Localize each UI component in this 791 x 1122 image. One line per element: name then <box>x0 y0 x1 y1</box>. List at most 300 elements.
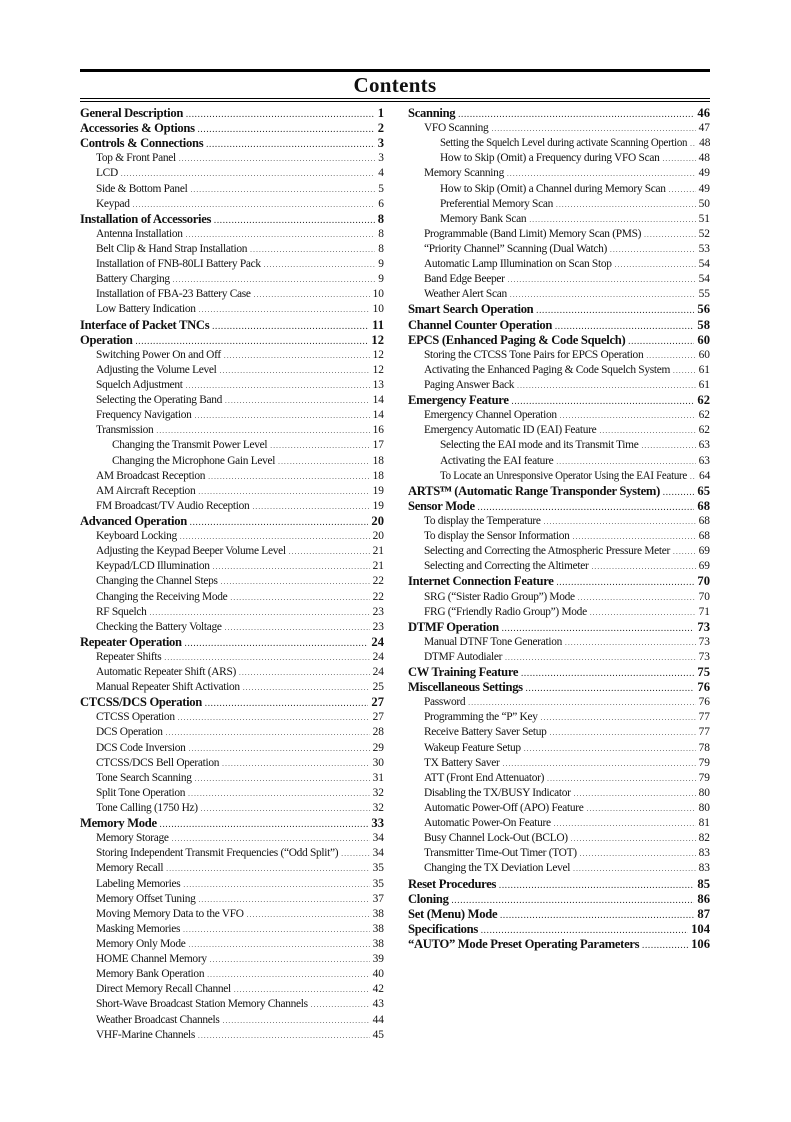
toc-subsection-entry[interactable] <box>408 816 710 831</box>
toc-subsection-entry[interactable] <box>80 484 384 499</box>
toc-subsection-entry[interactable] <box>80 166 384 181</box>
toc-dot-leader <box>521 667 694 682</box>
toc-page-number: 5 <box>378 182 384 195</box>
toc-page-number: 69 <box>698 560 710 573</box>
toc-page-number: 80 <box>698 786 710 799</box>
toc-dot-leader <box>208 470 369 485</box>
toc-subsection-entry[interactable] <box>80 151 384 166</box>
toc-subsection-entry[interactable] <box>80 756 384 771</box>
toc-section-entry[interactable] <box>408 665 710 680</box>
toc-dot-leader <box>508 273 696 288</box>
toc-dot-leader <box>673 545 696 560</box>
toc-subsection-entry[interactable] <box>80 544 384 559</box>
toc-entry-title: Storing Independent Transmit Frequencies (“Odd Split”) <box>96 847 339 860</box>
toc-section-entry[interactable] <box>408 620 710 635</box>
toc-subsection-entry[interactable] <box>408 741 710 756</box>
toc-subsection-entry[interactable] <box>80 348 384 363</box>
toc-dot-leader <box>222 757 369 772</box>
toc-section-entry[interactable] <box>80 816 384 831</box>
toc-entry-title: CW Training Feature <box>408 665 519 680</box>
toc-page-number: 50 <box>698 197 710 210</box>
toc-page-number: 56 <box>697 302 710 317</box>
toc-dot-leader <box>188 938 369 953</box>
toc-entry-title: Changing the TX Deviation Level <box>424 862 571 875</box>
toc-entry-title: Adjusting the Keypad Beeper Volume Level <box>96 545 286 558</box>
toc-entry-title: Side & Bottom Panel <box>96 182 188 195</box>
toc-section-entry[interactable] <box>80 514 384 529</box>
toc-section-entry[interactable] <box>80 318 384 333</box>
toc-subsection-entry[interactable] <box>80 438 384 453</box>
toc-subsection-entry[interactable] <box>80 982 384 997</box>
toc-section-entry[interactable] <box>408 877 710 892</box>
toc-page-number: 12 <box>372 348 384 361</box>
toc-page-number: 14 <box>372 394 384 407</box>
toc-subsection-entry[interactable] <box>408 801 710 816</box>
toc-dot-leader <box>499 879 694 894</box>
toc-page-number: 38 <box>372 922 384 935</box>
toc-entry-title: Channel Counter Operation <box>408 317 553 332</box>
toc-subsection-entry[interactable] <box>408 590 710 605</box>
toc-entry-title: VFO Scanning <box>424 122 489 135</box>
toc-dot-leader <box>247 908 370 923</box>
toc-subsection-entry[interactable] <box>80 1013 384 1028</box>
toc-subsection-entry[interactable] <box>80 771 384 786</box>
toc-subsection-entry[interactable] <box>80 786 384 801</box>
toc-entry-title: Specifications <box>408 921 478 936</box>
toc-dot-leader <box>149 606 369 621</box>
toc-entry-title: CTCSS/DCS Operation <box>80 695 203 710</box>
toc-subsection-entry[interactable] <box>80 1028 384 1043</box>
toc-page-number: 3 <box>378 152 384 165</box>
toc-entry-title: “Priority Channel” Scanning (Dual Watch) <box>424 242 607 255</box>
toc-subsection-entry[interactable] <box>80 922 384 937</box>
toc-dot-leader <box>254 288 370 303</box>
toc-section-entry[interactable] <box>408 922 710 937</box>
toc-page-number: 62 <box>697 393 710 408</box>
toc-section-entry[interactable] <box>80 121 384 136</box>
toc-entry-title: Memory Storage <box>96 832 169 845</box>
toc-entry-title: CTCSS/DCS Bell Operation <box>96 756 220 769</box>
toc-subsection-entry[interactable] <box>80 680 384 695</box>
toc-page-number: 18 <box>372 454 384 467</box>
toc-entry-title: Advanced Operation <box>80 513 187 528</box>
toc-dot-leader <box>166 726 370 741</box>
toc-subsection-entry[interactable] <box>408 136 710 151</box>
toc-page-number: 49 <box>698 167 710 180</box>
toc-entry-title: Belt Clip & Hand Strap Installation <box>96 242 248 255</box>
toc-page-number: 21 <box>372 545 384 558</box>
toc-dot-leader <box>610 243 696 258</box>
toc-column-right <box>408 106 710 952</box>
toc-subsection-entry[interactable] <box>408 182 710 197</box>
toc-subsection-entry[interactable] <box>80 302 384 317</box>
toc-page-number: 23 <box>372 605 384 618</box>
toc-entry-title: Internet Connection Feature <box>408 574 554 589</box>
toc-page-number: 27 <box>371 695 384 710</box>
toc-subsection-entry[interactable] <box>80 408 384 423</box>
toc-entry-title: General Description <box>80 106 184 120</box>
toc-subsection-entry[interactable] <box>80 182 384 197</box>
toc-subsection-entry[interactable] <box>80 393 384 408</box>
toc-dot-leader <box>574 787 696 802</box>
toc-subsection-entry[interactable] <box>408 438 710 453</box>
toc-page-number: 11 <box>372 317 384 332</box>
toc-page-number: 54 <box>698 258 710 271</box>
toc-dot-leader <box>507 167 696 182</box>
toc-entry-title: Emergency Feature <box>408 393 509 408</box>
toc-subsection-entry[interactable] <box>80 846 384 861</box>
toc-dot-leader <box>190 516 369 531</box>
toc-page-number: 85 <box>697 876 710 891</box>
toc-subsection-entry[interactable] <box>408 378 710 393</box>
toc-page-number: 17 <box>372 439 384 452</box>
toc-subsection-entry[interactable] <box>80 574 384 589</box>
toc-entry-title: Transmission <box>96 424 154 437</box>
toc-subsection-entry[interactable] <box>80 725 384 740</box>
toc-subsection-entry[interactable] <box>408 710 710 725</box>
toc-page-number: 28 <box>372 726 384 739</box>
toc-subsection-entry[interactable] <box>80 590 384 605</box>
toc-section-entry[interactable] <box>80 333 384 348</box>
toc-page-number: 45 <box>372 1028 384 1041</box>
toc-subsection-entry[interactable] <box>80 907 384 922</box>
toc-subsection-entry[interactable] <box>408 605 710 620</box>
toc-subsection-entry[interactable] <box>408 121 710 136</box>
toc-page-number: 9 <box>378 273 384 286</box>
toc-entry-title: Weather Alert Scan <box>424 288 507 301</box>
toc-page-number: 46 <box>697 106 710 120</box>
toc-dot-leader <box>571 832 696 847</box>
toc-subsection-entry[interactable] <box>408 756 710 771</box>
toc-dot-leader <box>311 998 370 1013</box>
toc-page-number: 47 <box>698 122 710 135</box>
toc-subsection-entry[interactable] <box>80 967 384 982</box>
toc-page-number: 35 <box>372 862 384 875</box>
toc-subsection-entry[interactable] <box>408 786 710 801</box>
toc-subsection-entry[interactable] <box>408 861 710 876</box>
toc-entry-title: LCD <box>96 167 118 180</box>
toc-subsection-entry[interactable] <box>408 408 710 423</box>
toc-entry-title: Transmitter Time-Out Timer (TOT) <box>424 847 577 860</box>
toc-page-number: 52 <box>698 227 710 240</box>
toc-page-number: 33 <box>371 816 384 831</box>
toc-dot-leader <box>206 138 374 153</box>
toc-page-number: 73 <box>698 635 710 648</box>
toc-entry-title: Checking the Battery Voltage <box>96 620 222 633</box>
toc-subsection-entry[interactable] <box>80 272 384 287</box>
toc-subsection-entry[interactable] <box>408 227 710 242</box>
toc-page-number: 31 <box>372 771 384 784</box>
toc-section-entry[interactable] <box>80 635 384 650</box>
toc-page-number: 60 <box>698 348 710 361</box>
toc-entry-title: Memory Bank Scan <box>440 212 527 225</box>
toc-dot-leader <box>156 424 369 439</box>
toc-entry-title: HOME Channel Memory <box>96 953 207 966</box>
toc-entry-title: Changing the Transmit Power Level <box>112 439 268 452</box>
toc-column-left <box>80 106 384 1043</box>
toc-page-number: 24 <box>372 666 384 679</box>
toc-section-entry[interactable] <box>80 106 384 121</box>
toc-entry-title: How to Skip (Omit) a Frequency during VFO Scan <box>440 152 660 165</box>
toc-page-number: 83 <box>698 847 710 860</box>
toc-entry-title: Programming the “P” Key <box>424 711 538 724</box>
toc-entry-title: Manual Repeater Shift Activation <box>96 681 240 694</box>
toc-dot-leader <box>225 394 370 409</box>
toc-subsection-entry[interactable] <box>80 499 384 514</box>
toc-subsection-entry[interactable] <box>408 242 710 257</box>
toc-dot-leader <box>133 198 376 213</box>
toc-subsection-entry[interactable] <box>408 469 710 484</box>
toc-section-entry[interactable] <box>408 302 710 317</box>
toc-page-number: 68 <box>697 498 710 513</box>
toc-page-number: 29 <box>372 741 384 754</box>
toc-dot-leader <box>195 409 370 424</box>
toc-page-number: 58 <box>697 317 710 332</box>
toc-subsection-entry[interactable] <box>80 287 384 302</box>
toc-dot-leader <box>573 530 696 545</box>
toc-entry-title: Band Edge Beeper <box>424 273 505 286</box>
toc-entry-title: Controls & Connections <box>80 136 204 151</box>
toc-subsection-entry[interactable] <box>408 544 710 559</box>
toc-entry-title: Automatic Lamp Illumination on Scan Stop <box>424 258 612 271</box>
toc-subsection-entry[interactable] <box>408 257 710 272</box>
toc-page-number: 8 <box>378 242 384 255</box>
toc-page-number: 73 <box>697 619 710 634</box>
toc-dot-leader <box>179 152 375 167</box>
toc-dot-leader <box>536 304 694 319</box>
toc-dot-leader <box>180 530 370 545</box>
toc-subsection-entry[interactable] <box>80 861 384 876</box>
toc-subsection-entry[interactable] <box>408 348 710 363</box>
toc-dot-leader <box>663 486 694 501</box>
toc-subsection-entry[interactable] <box>80 620 384 635</box>
toc-subsection-entry[interactable] <box>80 605 384 620</box>
toc-subsection-entry[interactable] <box>408 272 710 287</box>
toc-page-number: 49 <box>698 182 710 195</box>
toc-page-number: 48 <box>698 152 710 165</box>
toc-page-number: 79 <box>698 756 710 769</box>
toc-dot-leader <box>557 576 695 591</box>
toc-subsection-entry[interactable] <box>80 997 384 1012</box>
toc-subsection-entry[interactable] <box>80 710 384 725</box>
toc-page-number: 86 <box>697 891 710 906</box>
toc-subsection-entry[interactable] <box>80 877 384 892</box>
toc-subsection-entry[interactable] <box>408 771 710 786</box>
toc-subsection-entry[interactable] <box>408 725 710 740</box>
toc-dot-leader <box>221 575 370 590</box>
toc-subsection-entry[interactable] <box>408 151 710 166</box>
toc-subsection-entry[interactable] <box>80 952 384 967</box>
toc-page-number: 87 <box>697 906 710 921</box>
toc-entry-title: CTCSS Operation <box>96 711 175 724</box>
toc-subsection-entry[interactable] <box>80 197 384 212</box>
toc-dot-leader <box>189 742 370 757</box>
toc-entry-title: Keypad <box>96 197 130 210</box>
toc-subsection-entry[interactable] <box>408 197 710 212</box>
toc-subsection-entry[interactable] <box>80 650 384 665</box>
toc-section-entry[interactable] <box>408 574 710 589</box>
toc-subsection-entry[interactable] <box>80 831 384 846</box>
toc-section-entry[interactable] <box>408 907 710 922</box>
toc-section-entry[interactable] <box>408 318 710 333</box>
toc-subsection-entry[interactable] <box>80 423 384 438</box>
toc-entry-title: RF Squelch <box>96 605 147 618</box>
toc-subsection-entry[interactable] <box>80 227 384 242</box>
toc-dot-leader <box>183 878 369 893</box>
toc-page-number: 2 <box>377 121 384 136</box>
toc-entry-title: How to Skip (Omit) a Channel during Memory Scan <box>440 182 666 195</box>
toc-subsection-entry[interactable] <box>80 242 384 257</box>
toc-subsection-entry[interactable] <box>80 378 384 393</box>
toc-section-entry[interactable] <box>408 937 710 952</box>
toc-subsection-entry[interactable] <box>80 257 384 272</box>
toc-page-number: 24 <box>371 634 384 649</box>
toc-page-number: 73 <box>698 650 710 663</box>
toc-subsection-entry[interactable] <box>408 287 710 302</box>
toc-dot-leader <box>214 214 375 229</box>
toc-entry-title: Wakeup Feature Setup <box>424 741 521 754</box>
toc-dot-leader <box>207 968 369 983</box>
toc-subsection-entry[interactable] <box>408 559 710 574</box>
toc-section-entry[interactable] <box>80 212 384 227</box>
toc-entry-title: Password <box>424 696 466 709</box>
toc-entry-title: FM Broadcast/TV Audio Reception <box>96 499 250 512</box>
toc-dot-leader <box>186 108 375 123</box>
toc-entry-title: Set (Menu) Mode <box>408 906 498 921</box>
toc-subsection-entry[interactable] <box>408 423 710 438</box>
toc-subsection-entry[interactable] <box>408 363 710 378</box>
toc-entry-title: Cloning <box>408 891 449 906</box>
toc-entry-title: Masking Memories <box>96 922 181 935</box>
toc-subsection-entry[interactable] <box>80 454 384 469</box>
toc-page-number: 64 <box>698 469 711 482</box>
toc-section-entry[interactable] <box>408 484 710 499</box>
toc-subsection-entry[interactable] <box>80 801 384 816</box>
toc-page-number: 22 <box>372 575 384 588</box>
toc-dot-leader <box>503 757 696 772</box>
toc-page-number: 80 <box>698 802 710 815</box>
toc-subsection-entry[interactable] <box>408 454 710 469</box>
toc-entry-title: Tone Calling (1750 Hz) <box>96 802 198 815</box>
toc-subsection-entry[interactable] <box>80 937 384 952</box>
toc-section-entry[interactable] <box>80 136 384 151</box>
toc-entry-title: Storing the CTCSS Tone Pairs for EPCS Operation <box>424 348 644 361</box>
toc-section-entry[interactable] <box>408 106 710 121</box>
toc-entry-title: Memory Scanning <box>424 167 504 180</box>
toc-entry-title: Emergency Channel Operation <box>424 409 557 422</box>
toc-entry-title: Moving Memory Data to the VFO <box>96 907 244 920</box>
toc-dot-leader <box>270 439 369 454</box>
toc-dot-leader <box>213 560 370 575</box>
toc-dot-leader <box>183 923 370 938</box>
toc-dot-leader <box>230 591 369 606</box>
toc-entry-title: Paging Answer Back <box>424 378 515 391</box>
toc-entry-title: Programmable (Band Limit) Memory Scan (PMS) <box>424 227 642 240</box>
toc-page-number: 35 <box>372 877 384 890</box>
toc-page-number: 79 <box>698 771 710 784</box>
toc-page-number: 61 <box>698 363 710 376</box>
toc-entry-title: SRG (“Sister Radio Group”) Mode <box>424 590 575 603</box>
toc-page-number: 54 <box>698 273 710 286</box>
toc-subsection-entry[interactable] <box>408 212 710 227</box>
toc-dot-leader <box>188 787 369 802</box>
toc-entry-title: Split Tone Operation <box>96 786 186 799</box>
header-rule-top <box>80 69 710 72</box>
toc-dot-leader <box>505 651 696 666</box>
toc-subsection-entry[interactable] <box>408 529 710 544</box>
toc-entry-title: ATT (Front End Attenuator) <box>424 771 545 784</box>
toc-subsection-entry[interactable] <box>408 635 710 650</box>
toc-page-number: 32 <box>372 802 384 815</box>
toc-subsection-entry[interactable] <box>408 695 710 710</box>
toc-entry-title: Emergency Automatic ID (EAI) Feature <box>424 424 597 437</box>
toc-page-number: 82 <box>698 832 710 845</box>
toc-dot-leader <box>198 485 369 500</box>
toc-entry-title: Automatic Power-On Feature <box>424 817 551 830</box>
toc-entry-title: Keyboard Locking <box>96 530 177 543</box>
toc-entry-title: Memory Recall <box>96 862 164 875</box>
toc-entry-title: Selecting the EAI mode and its Transmit Time <box>440 439 639 452</box>
toc-dot-leader <box>201 802 370 817</box>
toc-dot-leader <box>198 893 369 908</box>
toc-subsection-entry[interactable] <box>408 514 710 529</box>
toc-section-entry[interactable] <box>408 393 710 408</box>
toc-dot-leader <box>224 349 370 364</box>
toc-subsection-entry[interactable] <box>80 529 384 544</box>
toc-subsection-entry[interactable] <box>80 665 384 680</box>
toc-section-entry[interactable] <box>80 695 384 710</box>
toc-section-entry[interactable] <box>408 499 710 514</box>
toc-dot-leader <box>252 500 369 515</box>
toc-subsection-entry[interactable] <box>408 831 710 846</box>
toc-page-number: 24 <box>372 650 384 663</box>
toc-subsection-entry[interactable] <box>80 741 384 756</box>
toc-dot-leader <box>199 303 370 318</box>
toc-page-number: 20 <box>371 513 384 528</box>
toc-entry-title: Switching Power On and Off <box>96 348 221 361</box>
toc-page-number: 20 <box>372 530 384 543</box>
toc-section-entry[interactable] <box>408 680 710 695</box>
toc-entry-title: Direct Memory Recall Channel <box>96 983 231 996</box>
toc-entry-title: Memory Bank Operation <box>96 968 205 981</box>
toc-page-number: 75 <box>697 665 710 680</box>
toc-dot-leader <box>289 545 370 560</box>
toc-entry-title: AM Aircraft Reception <box>96 484 196 497</box>
toc-dot-leader <box>190 183 375 198</box>
toc-entry-title: Changing the Channel Steps <box>96 575 218 588</box>
toc-subsection-entry[interactable] <box>80 469 384 484</box>
toc-section-entry[interactable] <box>408 892 710 907</box>
toc-entry-title: Tone Search Scanning <box>96 771 192 784</box>
toc-subsection-entry[interactable] <box>80 363 384 378</box>
toc-dot-leader <box>580 847 696 862</box>
toc-subsection-entry[interactable] <box>80 892 384 907</box>
toc-dot-leader <box>186 228 376 243</box>
toc-section-entry[interactable] <box>408 333 710 348</box>
toc-entry-title: Receive Battery Saver Setup <box>424 726 547 739</box>
toc-subsection-entry[interactable] <box>80 559 384 574</box>
toc-dot-leader <box>550 726 696 741</box>
toc-entry-title: Adjusting the Volume Level <box>96 363 217 376</box>
toc-page-number: 16 <box>372 424 384 437</box>
toc-entry-title: DTMF Operation <box>408 619 499 634</box>
toc-page-number: 21 <box>372 560 384 573</box>
toc-subsection-entry[interactable] <box>408 166 710 181</box>
toc-subsection-entry[interactable] <box>408 846 710 861</box>
toc-page-number: 8 <box>377 211 384 226</box>
toc-subsection-entry[interactable] <box>408 650 710 665</box>
toc-dot-leader <box>673 364 696 379</box>
